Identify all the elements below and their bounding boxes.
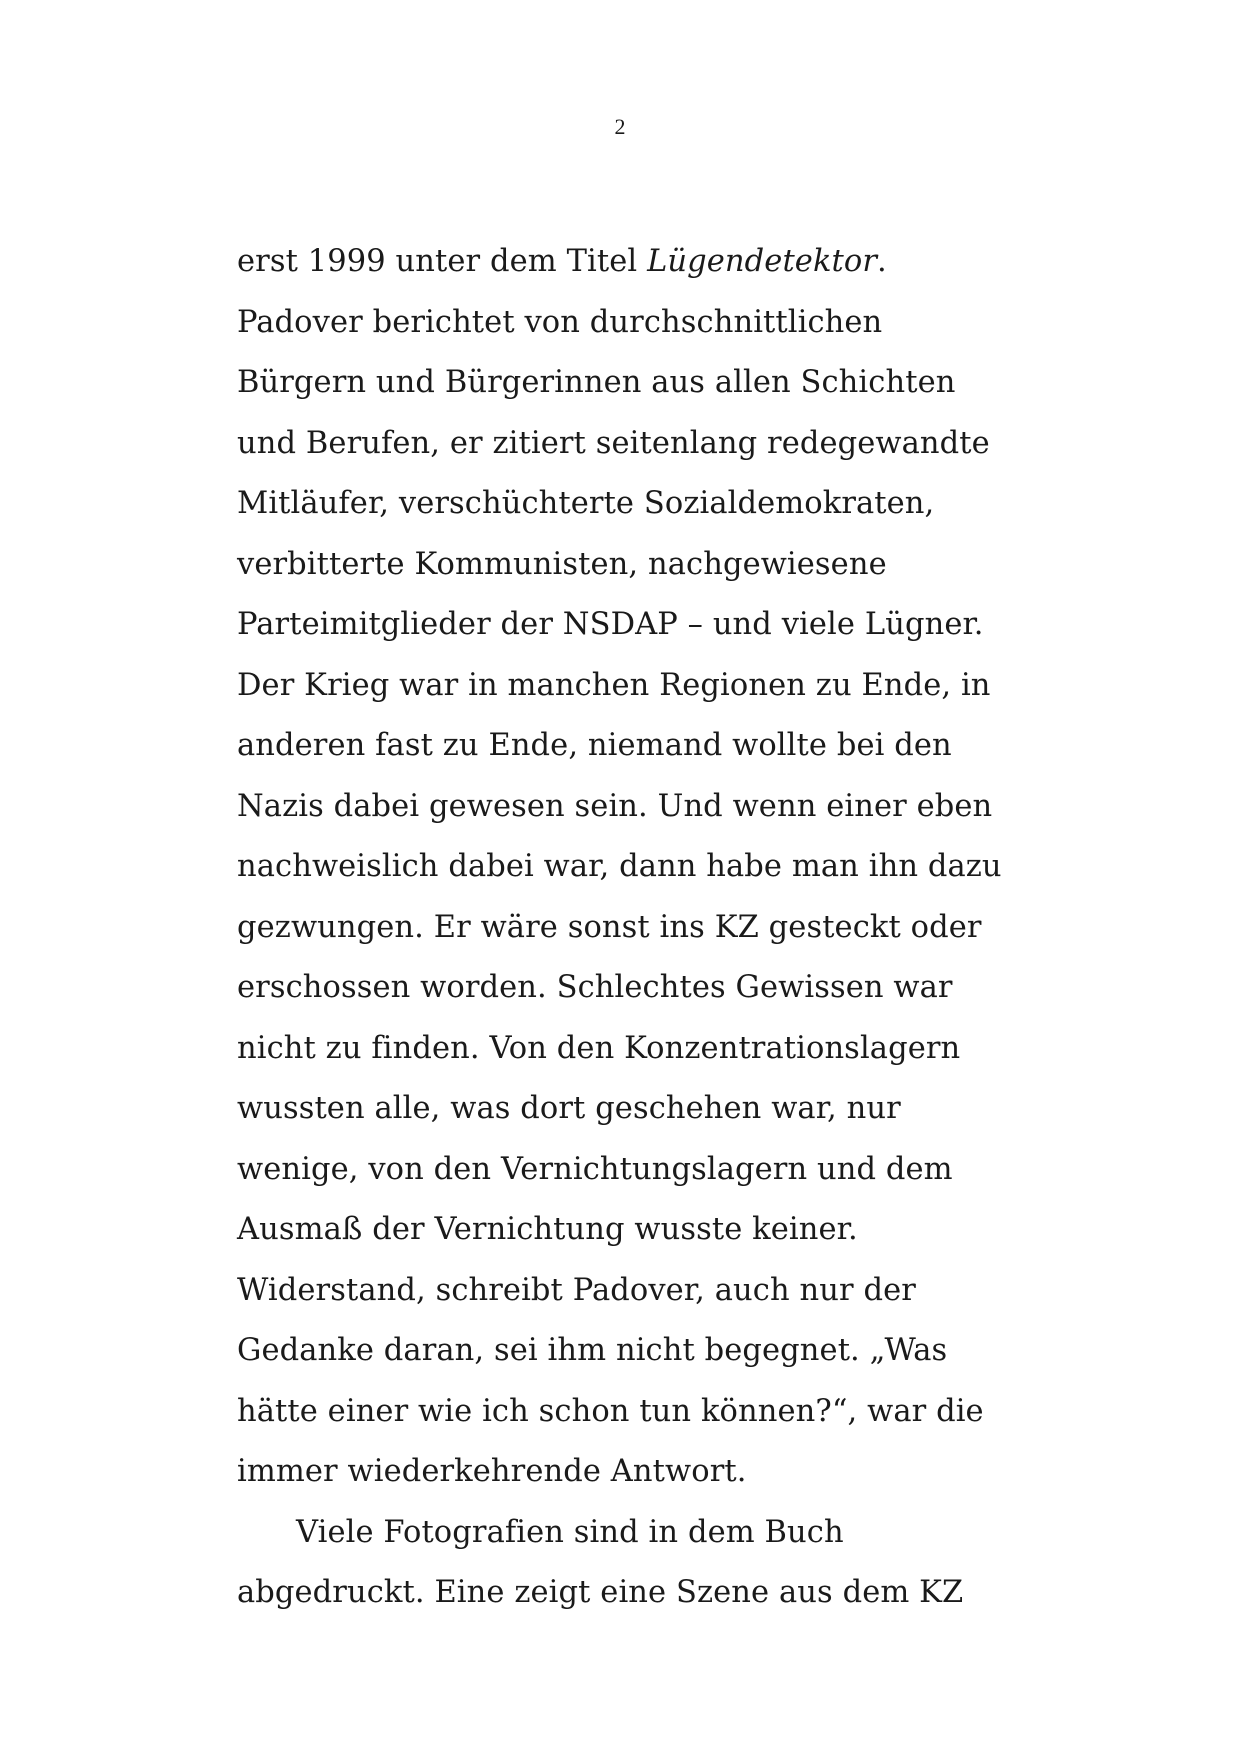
text-line [237,656,1027,717]
text-line [237,1321,1027,1382]
text-line [237,1079,1027,1140]
paragraph [237,1503,1027,1624]
italic-title: Lügendetektor [647,244,878,279]
text-segment: nachweislich dabei war, dann habe man ihn dazu [237,849,1002,884]
text-segment: Nazis dabei gewesen sein. Und wenn einer eben [237,788,993,824]
text-segment: hätte einer wie ich schon tun können?“, war die [237,1393,984,1429]
text-segment: . [877,244,887,279]
text-segment: immer wiederkehrende Antwort. [237,1454,747,1489]
text-line [237,232,1027,293]
text-segment: abgedruckt. Eine zeigt eine Szene aus dem KZ [237,1575,964,1610]
text-line [237,898,1027,959]
text-line [237,777,1027,838]
text-segment: Viele Fotografien sind in dem Buch [296,1514,844,1550]
text-segment: Mitläufer, verschüchterte Sozialdemokraten, [237,486,935,521]
text-segment: anderen fast zu Ende, niemand wollte bei den [237,728,952,763]
text-line [237,716,1027,777]
text-line [237,414,1027,475]
text-segment: Der Krieg war in manchen Regionen zu Ende, in [237,667,991,703]
text-line [237,535,1027,596]
text-line [237,1200,1027,1261]
paragraph [237,232,1027,1503]
text-segment: wussten alle, was dort geschehen war, nur [237,1091,901,1126]
text-segment: Gedanke daran, sei ihm nicht begegnet. „Was [237,1333,948,1368]
body-text [237,232,1027,1624]
text-line [237,1563,1027,1624]
text-line [237,353,1027,414]
text-line [237,1140,1027,1201]
text-line [237,1503,1027,1564]
text-segment: erschossen worden. Schlechtes Gewissen war [237,970,953,1005]
text-line [237,474,1027,535]
text-segment: Ausmaß der Vernichtung wusste keiner. [237,1212,858,1247]
text-line [237,1019,1027,1080]
text-line [237,837,1027,898]
page-number: 2 [614,114,626,139]
text-segment: nicht zu finden. Von den Konzentrationslagern [237,1030,961,1066]
text-segment: und Berufen, er zitiert seitenlang redegewandte [237,425,990,461]
text-line [237,293,1027,354]
text-segment: Parteimitglieder der NSDAP – und viele Lügner. [237,607,984,642]
text-segment: Padover berichtet von durchschnittlichen [237,304,883,340]
text-line [237,958,1027,1019]
text-line [237,1382,1027,1443]
text-segment: Bürgern und Bürgerinnen aus allen Schichten [237,365,956,400]
text-line [237,1261,1027,1322]
text-segment: verbitterte Kommunisten, nachgewiesene [237,546,887,582]
text-segment: wenige, von den Vernichtungslagern und dem [237,1151,953,1187]
text-segment: erst 1999 unter dem Titel [237,244,648,279]
text-segment: Widerstand, schreibt Padover, auch nur der [237,1272,916,1308]
text-segment: gezwungen. Er wäre sonst ins KZ gesteckt oder [237,909,982,945]
text-line [237,1442,1027,1503]
text-line [237,595,1027,656]
